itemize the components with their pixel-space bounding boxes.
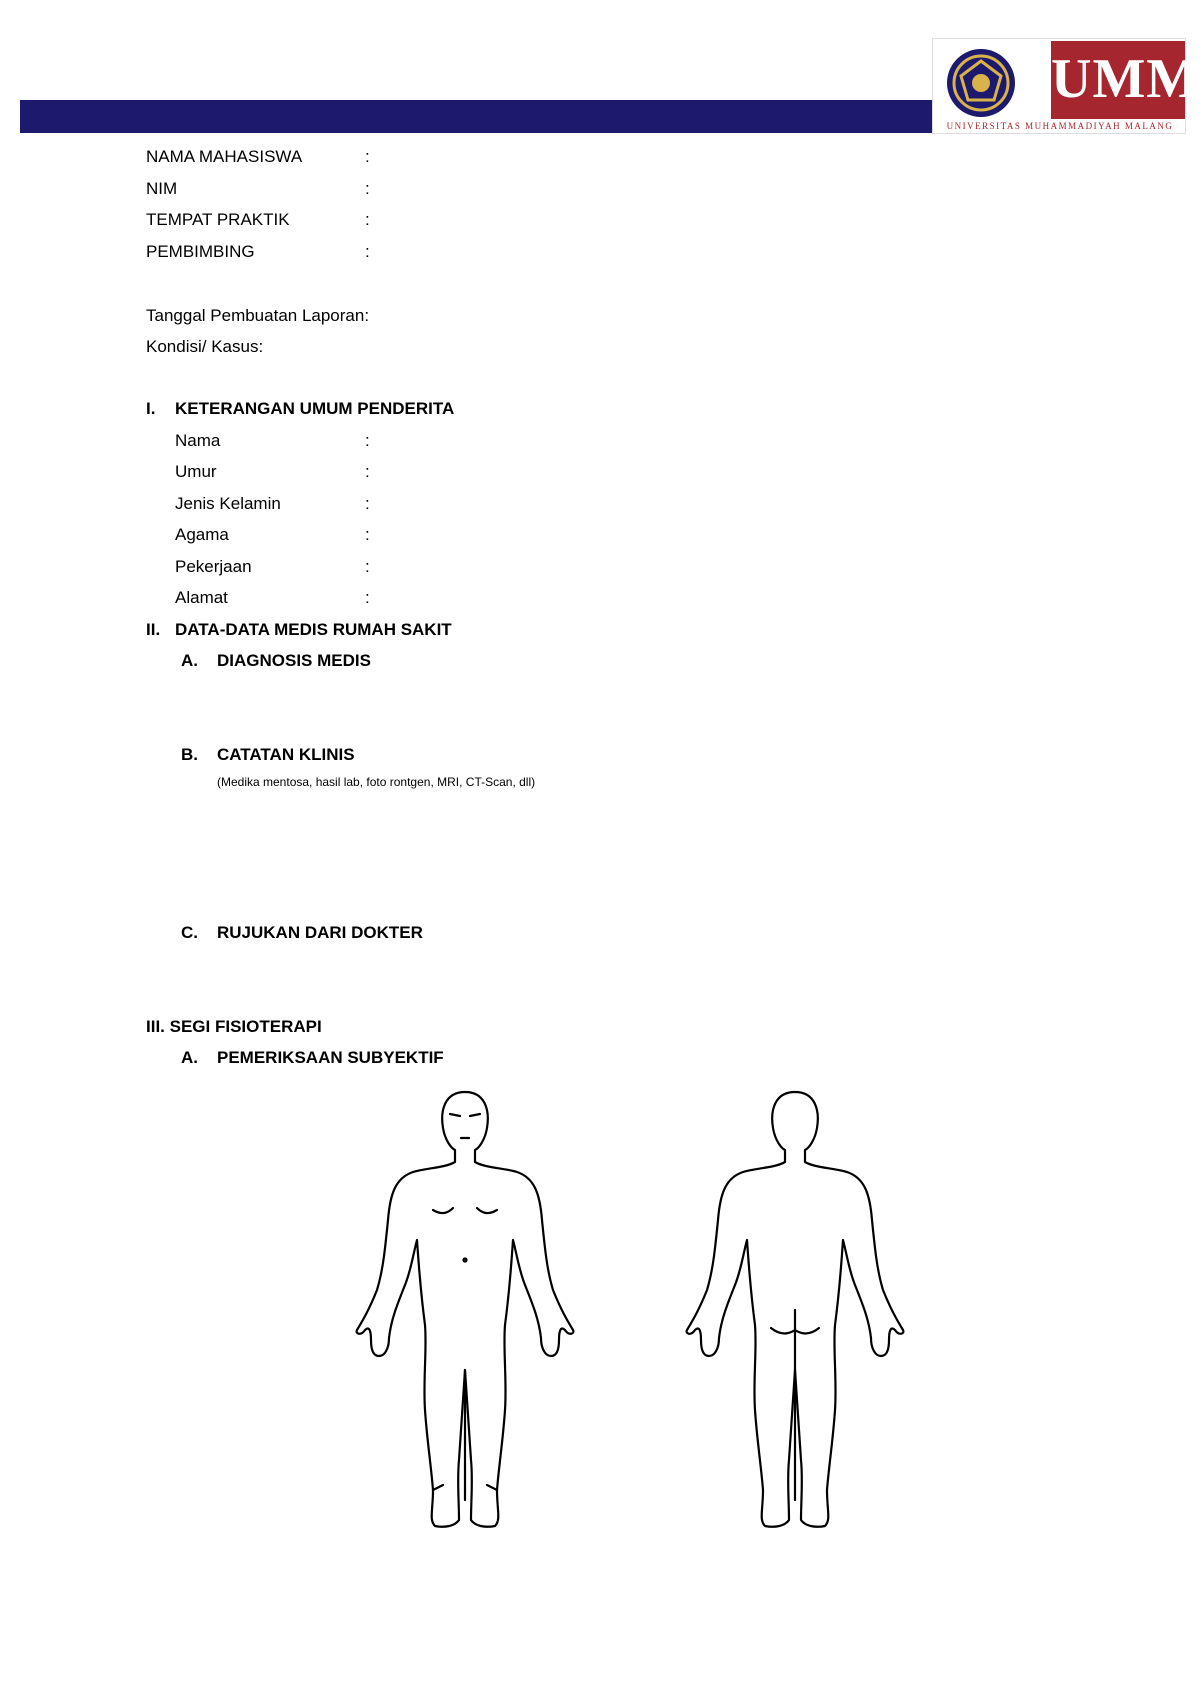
patient-field-pekerjaan: Pekerjaan [175,557,252,576]
body-back-figure [687,1092,904,1527]
patient-field-umur: Umur [175,462,217,481]
university-name: UNIVERSITAS MUHAMMADIYAH MALANG [946,121,1174,131]
catatan-klinis-note: (Medika mentosa, hasil lab, foto rontgen, MRI, CT-Scan, dll) [217,775,536,789]
field-colon: : [365,525,370,544]
patient-field-alamat: Alamat [175,588,228,607]
item-letter: C. [181,923,198,942]
field-colon: : [365,557,370,576]
umm-logo [932,38,1200,134]
field-colon: : [365,431,370,450]
field-colon: : [365,210,370,229]
body-chart [355,1080,925,1550]
field-label-nama-mahasiswa: NAMA MAHASISWA [146,147,303,166]
condition-label: Kondisi/ Kasus: [146,337,264,356]
report-date-label: Tanggal Pembuatan Laporan: [146,306,370,325]
item-letter: A. [181,651,198,670]
section-numeral: II. [146,620,161,639]
field-colon: : [365,147,370,166]
subsection-rujukan-dokter: RUJUKAN DARI DOKTER [217,923,423,942]
header-bar [20,100,932,133]
patient-field-jenis-kelamin: Jenis Kelamin [175,494,281,513]
subsection-catatan-klinis: CATATAN KLINIS [217,745,355,764]
item-letter: B. [181,745,198,764]
university-emblem-icon [941,43,1049,121]
patient-field-nama: Nama [175,431,221,450]
section-title-keterangan-umum: KETERANGAN UMUM PENDERITA [175,399,455,418]
field-colon: : [365,179,370,198]
field-label-tempat-praktik: TEMPAT PRAKTIK [146,210,290,229]
umm-wordmark-box [1051,41,1200,119]
section-title-data-medis: DATA-DATA MEDIS RUMAH SAKIT [175,620,452,639]
field-colon: : [365,588,370,607]
subsection-pemeriksaan-subyektif: PEMERIKSAAN SUBYEKTIF [217,1048,444,1067]
section-numeral: I. [146,399,156,418]
item-letter: A. [181,1048,198,1067]
field-colon: : [365,462,370,481]
body-front-figure [357,1092,574,1527]
subsection-diagnosis-medis: DIAGNOSIS MEDIS [217,651,371,670]
patient-field-agama: Agama [175,525,229,544]
section-title-segi-fisioterapi: III. SEGI FISIOTERAPI [146,1017,322,1036]
field-colon: : [365,494,370,513]
field-label-pembimbing: PEMBIMBING [146,242,255,261]
field-colon: : [365,242,370,261]
field-label-nim: NIM [146,179,178,198]
umm-wordmark: UMM [1051,48,1200,110]
